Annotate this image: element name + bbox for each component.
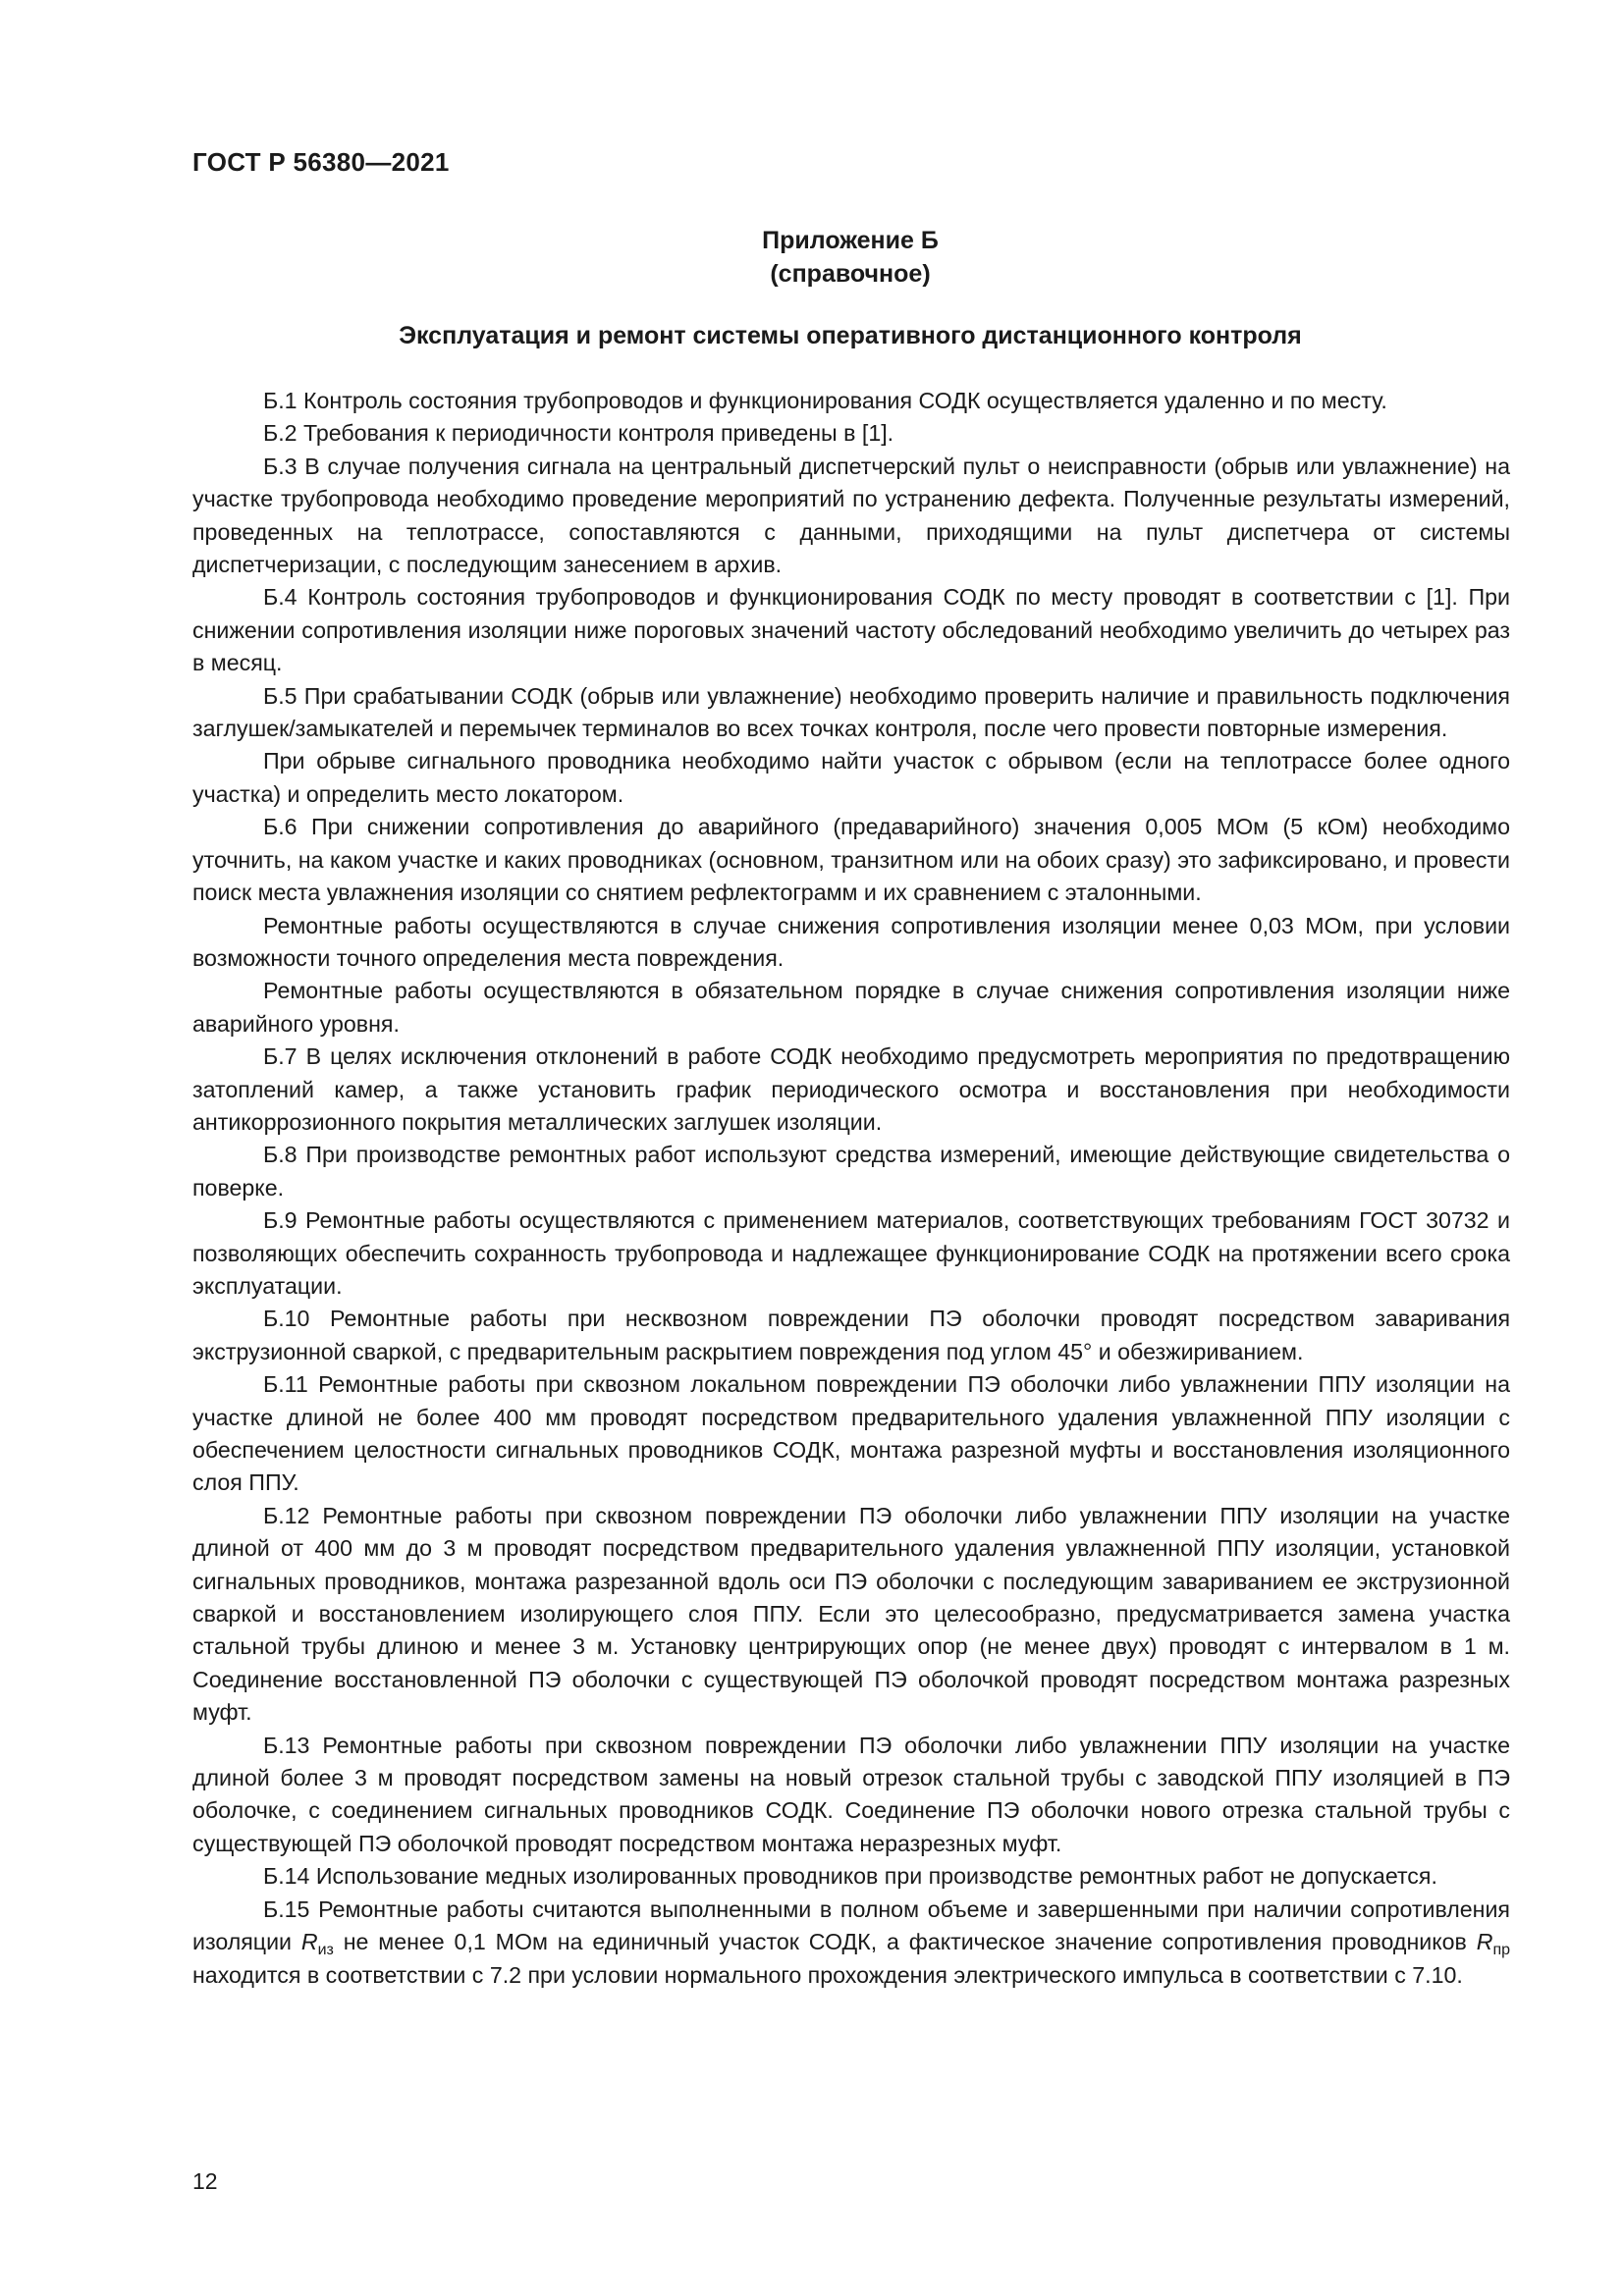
appendix-type: (справочное) [770,260,931,288]
resistance-subscript-conductor: пр [1492,1942,1510,1959]
paragraph-b6: Б.6 При снижении сопротивления до аварийного (предаварийного) значения 0,005 МОм (5 кОм) необходимо уточнить, на каком участке и каких проводниках (основном, транзитном или на обоих сразу) это зафиксировано, и провести поиск места увлажнения изоляции со снятием рефлектограмм и их сравнением с эталонными. [192,814,1510,906]
paragraph-b1: Б.1 Контроль состояния трубопроводов и функционирования СОДК осуществляется удаленно и по месту. [263,388,1387,413]
b15-text-part2: не менее 0,1 МОм на единичный участок СОДК, а фактическое значение сопротивления проводников [333,1929,1477,1955]
paragraph-b12: Б.12 Ремонтные работы при сквозном повреждении ПЭ оболочки либо увлажнении ППУ изоляции на участке длиной от 400 мм до 3 м проводят посредством предварительного удаления увлажненной ППУ изоляции, установкой сигнальных проводников, монтажа разрезанной вдоль оси ПЭ оболочки с последующим завариванием ее экструзионной сваркой и восстановлением изолирующего слоя ППУ. Если это целесообразно, предусматривается замена участка стальной трубы длиною и менее 3 м. Установку центрирующих опор (не менее двух) проводят с интервалом в 1 м. Соединение восстановленной ПЭ оболочки с существующей ПЭ оболочкой проводят посредством монтажа разрезных муфт. [192,1502,1510,1726]
paragraph-b2: Б.2 Требования к периодичности контроля приведены в [1]. [263,420,894,447]
paragraph-b6-mandatory: Ремонтные работы осуществляются в обязательном порядке в случае снижения сопротивления изоляции ниже аварийного уровня. [192,978,1510,1037]
paragraph-b11: Б.11 Ремонтные работы при сквозном локальном повреждении ПЭ оболочки либо увлажнении ППУ изоляции на участке длиной не более 400 мм проводят посредством предварительного удаления увлажненной ППУ изоляции с обеспечением целостности сигнальных проводников СОДК, монтажа разрезной муфты и восстановления изоляционного слоя ППУ. [192,1371,1510,1496]
paragraph-b8: Б.8 При производстве ремонтных работ используют средства измерений, имеющие действующие свидетельства о поверке. [192,1142,1510,1201]
document-header: ГОСТ Р 56380—2021 [192,147,450,177]
paragraph-b3: Б.3 В случае получения сигнала на центральный диспетчерский пульт о неисправности (обрыв или увлажнение) на участке трубопровода необходимо проведение мероприятий по устранению дефекта. Полученные результаты измерений, проведенных на теплотрассе, сопоставляются с данными, приходящими на пульт диспетчера от системы диспетчеризации, с последующим занесением в архив. [192,453,1510,578]
resistance-symbol-insulation: R [300,1929,318,1955]
resistance-symbol-conductor: R [1476,1929,1493,1955]
paragraph-b4: Б.4 Контроль состояния трубопроводов и функционирования СОДК по месту проводят в соответствии с [1]. При снижении сопротивления изоляции ниже пороговых значений частоту обследований необходимо увеличить до четырех раз в месяц. [192,584,1510,676]
paragraph-b15 [192,1894,1510,1992]
b15-text-part1: Б.15 Ремонтные работы считаются выполненными в полном объеме и завершенными при наличии сопротивления изоляции [192,1896,1510,1955]
document-body [192,385,1510,1992]
appendix-label: Приложение Б [762,227,939,254]
b15-text-part3: находится в соответствии с 7.2 при условии нормального прохождения электрического импульса в соответствии с 7.10. [192,1961,1463,1988]
section-title: Эксплуатация и ремонт системы оперативного дистанционного контроля [399,322,1302,349]
paragraph-b10: Б.10 Ремонтные работы при несквозном повреждении ПЭ оболочки проводят посредством заваривания экструзионной сваркой, с предварительным раскрытием повреждения под углом 45° и обезжириванием. [192,1306,1510,1364]
page-number: 12 [192,2168,218,2194]
paragraph-b5-break: При обрыве сигнального проводника необходимо найти участок с обрывом (если на теплотрассе более одного участка) и определить место локатором. [192,748,1510,807]
appendix-heading [192,224,1508,291]
paragraph-b13: Б.13 Ремонтные работы при сквозном повреждении ПЭ оболочки либо увлажнении ППУ изоляции на участке длиной более 3 м проводят посредством замены на новый отрезок стальной трубы с заводской ППУ изоляцией в ПЭ оболочке, с соединением сигнальных проводников СОДК. Соединение ПЭ оболочки нового отрезка стальной трубы с существующей ПЭ оболочкой проводят посредством монтажа неразрезных муфт. [192,1732,1510,1856]
paragraph-b5: Б.5 При срабатывании СОДК (обрыв или увлажнение) необходимо проверить наличие и правильность подключения заглушек/замыкателей и перемычек терминалов во всех точках контроля, после чего провести повторные измерения. [192,682,1510,742]
paragraph-b6-repair: Ремонтные работы осуществляются в случае снижения сопротивления изоляции менее 0,03 МОм, при условии возможности точного определения места повреждения. [192,912,1510,971]
paragraph-b9: Б.9 Ремонтные работы осуществляются с применением материалов, соответствующих требованиям ГОСТ 30732 и позволяющих обеспечить сохранность трубопровода и надлежащее функционирование СОДК на протяжении всего срока эксплуатации. [192,1207,1510,1299]
resistance-subscript-insulation: из [317,1942,334,1959]
paragraph-b7: Б.7 В целях исключения отклонений в работе СОДК необходимо предусмотреть мероприятия по предотвращению затоплений камер, а также установить график периодического осмотра и восстановления при необходимости антикоррозионного покрытия металлических заглушек изоляции. [192,1043,1510,1135]
paragraph-b14: Б.14 Использование медных изолированных проводников при производстве ремонтных работ не допускается. [263,1863,1437,1890]
